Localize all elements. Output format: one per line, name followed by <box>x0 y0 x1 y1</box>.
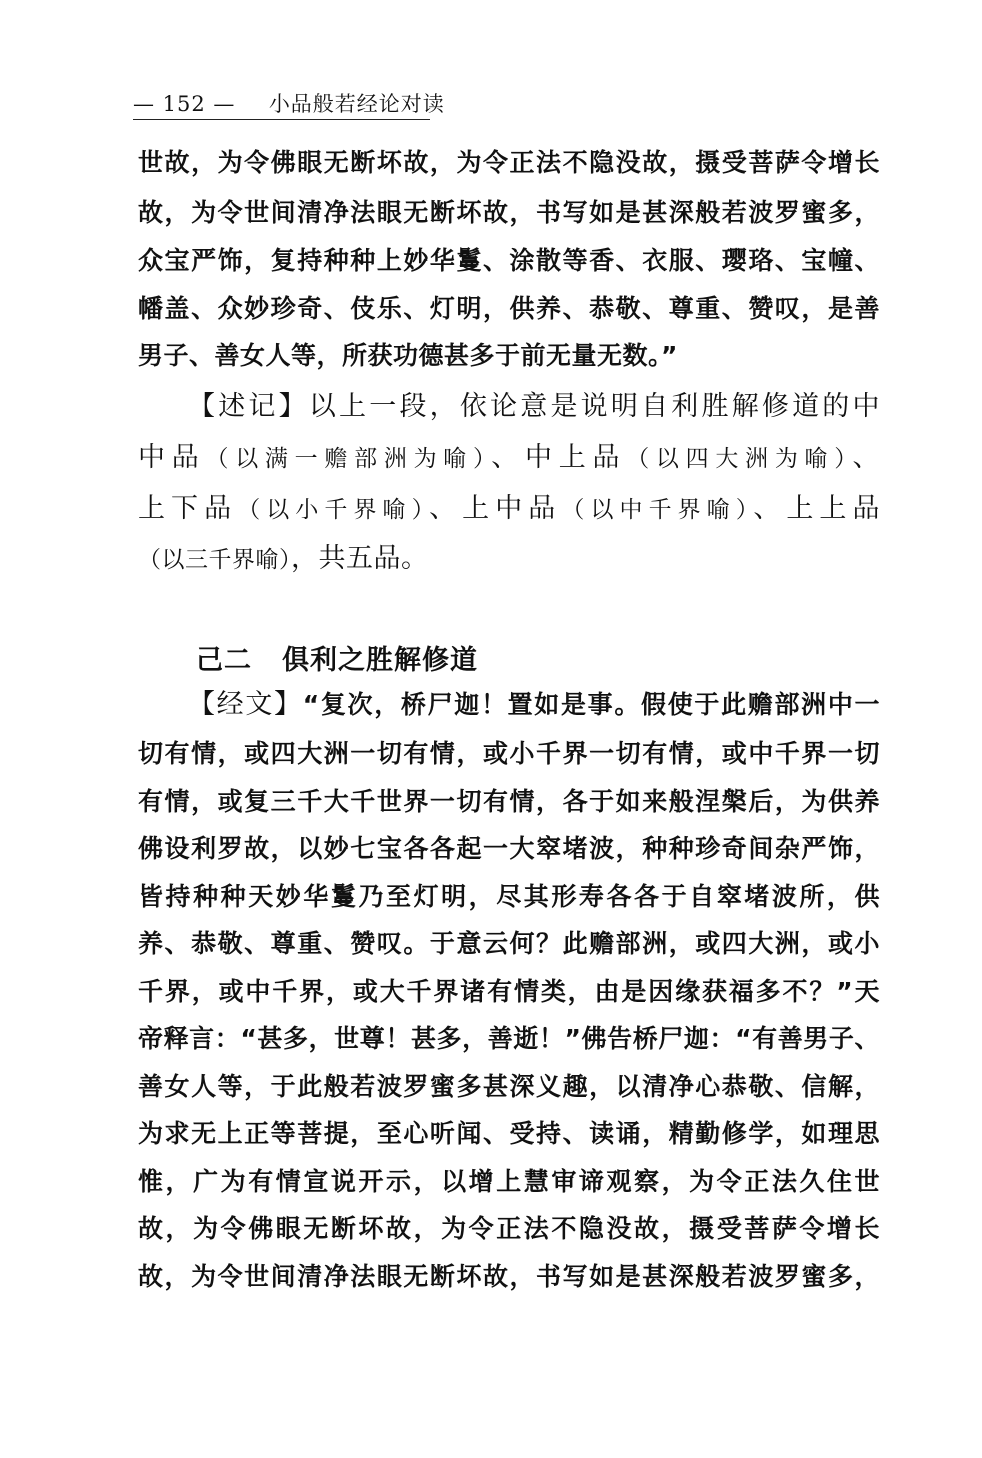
commentary-line: 【述记】以上一段，依论意是说明自利胜解修道的中 <box>188 391 881 422</box>
commentary-tag: 【述记】 <box>188 391 309 422</box>
sutra-line: 皆持种种天妙华鬘乃至灯明，尽其形寿各各于自窣堵波所，供 <box>138 882 880 911</box>
sutra-line: 【经文】“复次，桥尸迦！置如是事。假使于此赡部洲中一 <box>188 689 880 720</box>
sutra-line: 切有情，或四大洲一切有情，或小千界一切有情，或中千界一切 <box>138 739 880 768</box>
section-number: 己二 <box>196 645 252 676</box>
page-number: — 152 — <box>133 92 236 116</box>
text-line: 众宝严饰，复持种种上妙华鬘、涂散等香、衣服、璎珞、宝幢、 <box>138 246 880 275</box>
sutra-line: 故，为令世间清净法眼无断坏故，书写如是甚深般若波罗蜜多， <box>138 1262 880 1291</box>
section-title: 俱利之胜解修道 <box>282 645 478 676</box>
text-line: 世故，为令佛眼无断坏故，为令正法不隐没故，摄受菩萨令增长 <box>138 148 880 177</box>
section-heading <box>196 638 478 677</box>
sutra-line: 善女人等，于此般若波罗蜜多甚深义趣，以清净心恭敬、信解， <box>138 1072 880 1101</box>
commentary-line: 中品（以满一赡部洲为喻）、中上品（以四大洲为喻）、 <box>138 442 881 473</box>
sutra-line: 故，为令佛眼无断坏故，为令正法不隐没故，摄受菩萨令增长 <box>138 1214 880 1243</box>
text-line: 男子、善女人等，所获功德甚多于前无量无数。” <box>138 341 678 370</box>
text-line: 故，为令世间清净法眼无断坏故，书写如是甚深般若波罗蜜多， <box>138 198 880 227</box>
sutra-line: 千界，或中千界，或大千界诸有情类，由是因缘获福多不？”天 <box>138 977 880 1006</box>
sutra-line: 为求无上正等菩提，至心听闻、受持、读诵，精勤修学，如理思 <box>138 1119 880 1148</box>
text-line: 幡盖、众妙珍奇、伎乐、灯明，供养、恭敬、尊重、赞叹，是善 <box>138 294 880 323</box>
commentary-line: （以三千界喻），共五品。 <box>138 543 429 574</box>
sutra-line: 养、恭敬、尊重、赞叹。于意云何？此赡部洲，或四大洲，或小 <box>138 929 880 958</box>
running-header <box>133 88 445 118</box>
sutra-tag: 【经文】 <box>188 689 303 720</box>
sutra-line: 帝释言：“甚多，世尊！甚多，善逝！”佛告桥尸迦：“有善男子、 <box>138 1024 880 1053</box>
sutra-line: 惟，广为有情宣说开示，以增上慧审谛观察，为令正法久住世 <box>138 1167 880 1196</box>
book-title: 小品般若经论对读 <box>268 92 445 116</box>
commentary-line: 上下品（以小千界喻）、上中品（以中千界喻）、上上品 <box>138 493 880 524</box>
sutra-line: 佛设利罗故，以妙七宝各各起一大窣堵波，种种珍奇间杂严饰， <box>138 834 880 863</box>
header-rule <box>133 119 430 120</box>
sutra-line: 有情，或复三千大千世界一切有情，各于如来般涅槃后，为供养 <box>138 787 880 816</box>
